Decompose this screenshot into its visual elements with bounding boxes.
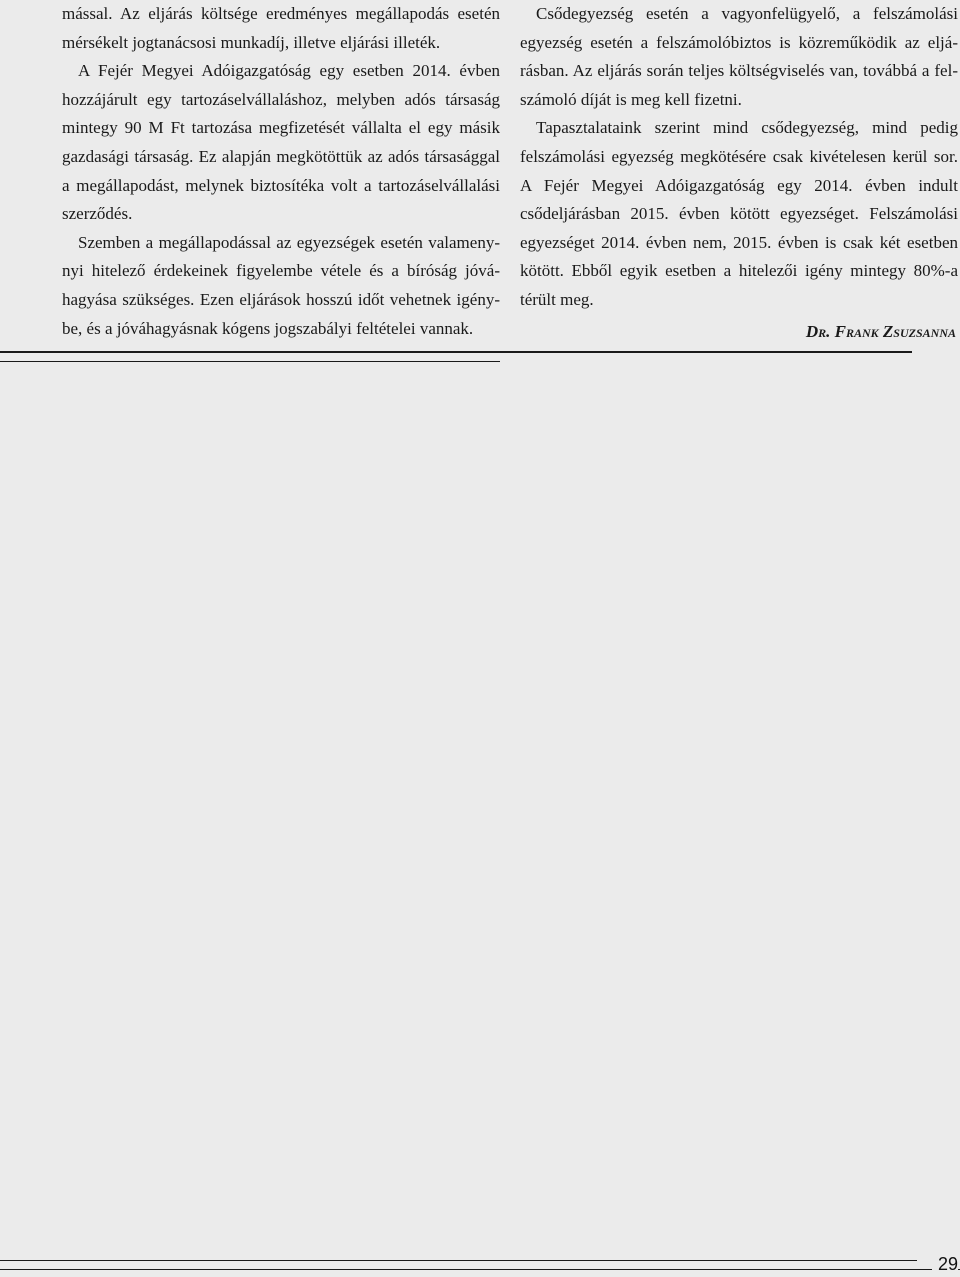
paragraph: A Fejér Megyei Adóigazgatóság egy esetben 2014. évben hozzájárult egy tartozáselvállaláshoz, melyben adós társaság mintegy 90 M Ft tartozása megfizetését vállalta el egy másik gazdasági társaság. Ez alapján megkötöttük az adós társasággal a megállapodást, melynek biztosítéka volt a tartozáselvállalási szerződés. (62, 61, 500, 224)
paragraph: mással. Az eljárás költsége eredményes megállapodás esetén mérsékelt jogtanácsosi munkadíj, illetve eljárási illeték. (62, 4, 500, 52)
page-number: 29 (932, 1254, 958, 1274)
paragraph: Szemben a megállapodással az egyezségek esetén valamenynyi hitelező érdekeinek figyelembe vétele és a bíróság jóváhagyása szükséges. Ezen eljárások hosszú időt vehetnek igénybe, és a jóváhagyásnak kógens jogszabályi feltételei vannak. (62, 232, 500, 338)
section-divider (0, 361, 500, 362)
left-column (62, 0, 500, 343)
paragraph: Tapasztalataink szerint mind csődegyezség, mind pedig felszámolási egyezség megkötésére csak kivételesen kerül sor. A Fejér Megyei Adóigazgatóság egy 2014. évben indult csődeljárásban 2015. évben kötött egyezséget. Felszámolási egyezséget 2014. évben nem, 2015. évben is csak két esetben kötött. Ebből egyik esetben a hitelezői igény mintegy 80%-a térült meg. (520, 118, 958, 309)
paragraph: Csődegyezség esetén a vagyonfelügyelő, a felszámolási egyezség esetén a felszámolóbiztos is közreműködik az eljárásban. Az eljárás során teljes költségviselés van, továbbá a felszámoló díját is meg kell fizetni. (520, 4, 958, 109)
right-column (520, 0, 958, 346)
footer-divider (0, 1260, 917, 1261)
author-signature: Dr. Frank Zsuzsanna (805, 321, 956, 341)
section-divider (0, 351, 912, 353)
footer-divider (0, 1269, 960, 1270)
